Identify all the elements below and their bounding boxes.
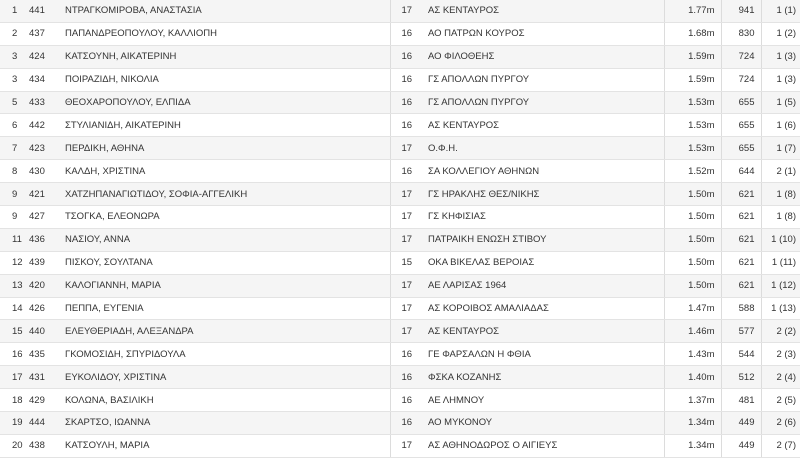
heat-place-cell: 2 (4)	[761, 366, 800, 389]
rank-cell: 2	[0, 22, 29, 45]
athlete-name-cell: ΠΕΠΠΑ, ΕΥΓΕΝΙΑ	[65, 297, 390, 320]
heat-place-cell: 1 (5)	[761, 91, 800, 114]
bib-cell: 430	[29, 160, 65, 183]
birth-year-cell: 16	[390, 91, 428, 114]
mark-cell: 1.50m	[664, 183, 721, 206]
bib-cell: 435	[29, 343, 65, 366]
table-row	[0, 320, 800, 343]
points-cell: 449	[721, 412, 761, 435]
table-row	[0, 366, 800, 389]
heat-place-cell: 2 (3)	[761, 343, 800, 366]
athlete-name-cell: ΚΑΤΣΟΥΝΗ, ΑΙΚΑΤΕΡΙΝΗ	[65, 45, 390, 68]
points-cell: 941	[721, 0, 761, 22]
athlete-name-cell: ΓΚΟΜΟΣΙΔΗ, ΣΠΥΡΙΔΟΥΛΑ	[65, 343, 390, 366]
birth-year-cell: 17	[390, 228, 428, 251]
table-row	[0, 68, 800, 91]
table-row	[0, 389, 800, 412]
bib-cell: 431	[29, 366, 65, 389]
points-cell: 724	[721, 45, 761, 68]
rank-cell: 5	[0, 91, 29, 114]
mark-cell: 1.50m	[664, 274, 721, 297]
club-cell: ΣΑ ΚΟΛΛΕΓΙΟΥ ΑΘΗΝΩΝ	[428, 160, 664, 183]
mark-cell: 1.52m	[664, 160, 721, 183]
mark-cell: 1.34m	[664, 434, 721, 457]
heat-place-cell: 1 (3)	[761, 45, 800, 68]
mark-cell: 1.68m	[664, 22, 721, 45]
mark-cell: 1.40m	[664, 366, 721, 389]
bib-cell: 423	[29, 137, 65, 160]
heat-place-cell: 1 (1)	[761, 0, 800, 22]
club-cell: ΑΣ ΑΘΗΝΟΔΩΡΟΣ Ο ΑΙΓΙΕΥΣ	[428, 434, 664, 457]
heat-place-cell: 2 (7)	[761, 434, 800, 457]
birth-year-cell: 16	[390, 412, 428, 435]
club-cell: ΦΣΚΑ ΚΟΖΑΝΗΣ	[428, 366, 664, 389]
rank-cell: 20	[0, 434, 29, 457]
rank-cell: 17	[0, 366, 29, 389]
birth-year-cell: 17	[390, 206, 428, 229]
table-row	[0, 91, 800, 114]
club-cell: ΓΣ ΑΠΟΛΛΩΝ ΠΥΡΓΟΥ	[428, 91, 664, 114]
rank-cell: 15	[0, 320, 29, 343]
mark-cell: 1.34m	[664, 412, 721, 435]
club-cell: ΓΣ ΗΡΑΚΛΗΣ ΘΕΣ/ΝΙΚΗΣ	[428, 183, 664, 206]
athlete-name-cell: ΠΕΡΔΙΚΗ, ΑΘΗΝΑ	[65, 137, 390, 160]
rank-cell: 9	[0, 183, 29, 206]
club-cell: ΑΣ ΚΕΝΤΑΥΡΟΣ	[428, 114, 664, 137]
heat-place-cell: 2 (5)	[761, 389, 800, 412]
athlete-name-cell: ΚΑΛΟΓΙΑΝΝΗ, ΜΑΡΙΑ	[65, 274, 390, 297]
rank-cell: 11	[0, 228, 29, 251]
birth-year-cell: 17	[390, 297, 428, 320]
mark-cell: 1.43m	[664, 343, 721, 366]
heat-place-cell: 2 (2)	[761, 320, 800, 343]
club-cell: ΓΣ ΚΗΦΙΣΙΑΣ	[428, 206, 664, 229]
birth-year-cell: 17	[390, 183, 428, 206]
club-cell: ΑΟ ΦΙΛΟΘΕΗΣ	[428, 45, 664, 68]
points-cell: 449	[721, 434, 761, 457]
rank-cell: 6	[0, 114, 29, 137]
table-row	[0, 114, 800, 137]
heat-place-cell: 2 (6)	[761, 412, 800, 435]
club-cell: ΓΣ ΑΠΟΛΛΩΝ ΠΥΡΓΟΥ	[428, 68, 664, 91]
club-cell: ΟΚΑ ΒΙΚΕΛΑΣ ΒΕΡΟΙΑΣ	[428, 251, 664, 274]
club-cell: ΠΑΤΡΑΙΚΗ ΕΝΩΣΗ ΣΤΙΒΟΥ	[428, 228, 664, 251]
mark-cell: 1.77m	[664, 0, 721, 22]
points-cell: 577	[721, 320, 761, 343]
mark-cell: 1.37m	[664, 389, 721, 412]
birth-year-cell: 17	[390, 0, 428, 22]
bib-cell: 439	[29, 251, 65, 274]
athlete-name-cell: ΕΛΕΥΘΕΡΙΑΔΗ, ΑΛΕΞΑΝΔΡΑ	[65, 320, 390, 343]
heat-place-cell: 1 (2)	[761, 22, 800, 45]
points-cell: 655	[721, 91, 761, 114]
athlete-name-cell: ΚΟΛΩΝΑ, ΒΑΣΙΛΙΚΗ	[65, 389, 390, 412]
heat-place-cell: 1 (3)	[761, 68, 800, 91]
table-row	[0, 274, 800, 297]
points-cell: 830	[721, 22, 761, 45]
points-cell: 481	[721, 389, 761, 412]
club-cell: ΑΕ ΛΗΜΝΟΥ	[428, 389, 664, 412]
athlete-name-cell: ΣΤΥΛΙΑΝΙΔΗ, ΑΙΚΑΤΕΡΙΝΗ	[65, 114, 390, 137]
table-row	[0, 412, 800, 435]
birth-year-cell: 16	[390, 114, 428, 137]
mark-cell: 1.47m	[664, 297, 721, 320]
birth-year-cell: 16	[390, 160, 428, 183]
athlete-name-cell: ΤΣΟΓΚΑ, ΕΛΕΟΝΩΡΑ	[65, 206, 390, 229]
mark-cell: 1.59m	[664, 45, 721, 68]
points-cell: 724	[721, 68, 761, 91]
birth-year-cell: 17	[390, 434, 428, 457]
bib-cell: 420	[29, 274, 65, 297]
rank-cell: 14	[0, 297, 29, 320]
club-cell: ΓΕ ΦΑΡΣΑΛΩΝ Η ΦΘΙΑ	[428, 343, 664, 366]
athlete-name-cell: ΠΙΣΚΟΥ, ΣΟΥΛΤΑΝΑ	[65, 251, 390, 274]
club-cell: ΑΟ ΜΥΚΟΝΟΥ	[428, 412, 664, 435]
athlete-name-cell: ΠΑΠΑΝΔΡΕΟΠΟΥΛΟΥ, ΚΑΛΛΙΟΠΗ	[65, 22, 390, 45]
bib-cell: 427	[29, 206, 65, 229]
table-row	[0, 183, 800, 206]
bib-cell: 424	[29, 45, 65, 68]
birth-year-cell: 16	[390, 343, 428, 366]
rank-cell: 18	[0, 389, 29, 412]
birth-year-cell: 16	[390, 389, 428, 412]
bib-cell: 442	[29, 114, 65, 137]
points-cell: 544	[721, 343, 761, 366]
athlete-name-cell: ΚΑΛΔΗ, ΧΡΙΣΤΙΝΑ	[65, 160, 390, 183]
table-row	[0, 297, 800, 320]
birth-year-cell: 17	[390, 320, 428, 343]
bib-cell: 434	[29, 68, 65, 91]
mark-cell: 1.53m	[664, 91, 721, 114]
athlete-name-cell: ΝΑΣΙΟΥ, ΑΝΝΑ	[65, 228, 390, 251]
points-cell: 621	[721, 206, 761, 229]
points-cell: 621	[721, 228, 761, 251]
rank-cell: 12	[0, 251, 29, 274]
athlete-name-cell: ΘΕΟΧΑΡΟΠΟΥΛΟΥ, ΕΛΠΙΔΑ	[65, 91, 390, 114]
birth-year-cell: 16	[390, 22, 428, 45]
birth-year-cell: 16	[390, 68, 428, 91]
birth-year-cell: 16	[390, 366, 428, 389]
heat-place-cell: 1 (13)	[761, 297, 800, 320]
birth-year-cell: 17	[390, 137, 428, 160]
club-cell: ΑΕ ΛΑΡΙΣΑΣ 1964	[428, 274, 664, 297]
rank-cell: 8	[0, 160, 29, 183]
athlete-name-cell: ΚΑΤΣΟΥΛΗ, ΜΑΡΙΑ	[65, 434, 390, 457]
bib-cell: 429	[29, 389, 65, 412]
heat-place-cell: 1 (7)	[761, 137, 800, 160]
heat-place-cell: 1 (6)	[761, 114, 800, 137]
table-row	[0, 251, 800, 274]
table-row	[0, 160, 800, 183]
mark-cell: 1.59m	[664, 68, 721, 91]
athlete-name-cell: ΝΤΡΑΓΚΟΜΙΡΟΒΑ, ΑΝΑΣΤΑΣΙΑ	[65, 0, 390, 22]
mark-cell: 1.50m	[664, 251, 721, 274]
birth-year-cell: 15	[390, 251, 428, 274]
table-row	[0, 228, 800, 251]
points-cell: 655	[721, 114, 761, 137]
club-cell: ΑΣ ΚΟΡΟΙΒΟΣ ΑΜΑΛΙΑΔΑΣ	[428, 297, 664, 320]
points-cell: 655	[721, 137, 761, 160]
table-row	[0, 45, 800, 68]
rank-cell: 7	[0, 137, 29, 160]
club-cell: ΑΟ ΠΑΤΡΩΝ ΚΟΥΡΟΣ	[428, 22, 664, 45]
points-cell: 621	[721, 274, 761, 297]
rank-cell: 3	[0, 68, 29, 91]
mark-cell: 1.50m	[664, 228, 721, 251]
table-row	[0, 206, 800, 229]
table-row	[0, 0, 800, 22]
rank-cell: 3	[0, 45, 29, 68]
rank-cell: 1	[0, 0, 29, 22]
rank-cell: 16	[0, 343, 29, 366]
heat-place-cell: 2 (1)	[761, 160, 800, 183]
points-cell: 512	[721, 366, 761, 389]
heat-place-cell: 1 (8)	[761, 183, 800, 206]
table-row	[0, 137, 800, 160]
mark-cell: 1.50m	[664, 206, 721, 229]
bib-cell: 433	[29, 91, 65, 114]
points-cell: 621	[721, 251, 761, 274]
club-cell: ΑΣ ΚΕΝΤΑΥΡΟΣ	[428, 0, 664, 22]
heat-place-cell: 1 (8)	[761, 206, 800, 229]
heat-place-cell: 1 (11)	[761, 251, 800, 274]
bib-cell: 421	[29, 183, 65, 206]
mark-cell: 1.46m	[664, 320, 721, 343]
points-cell: 644	[721, 160, 761, 183]
rank-cell: 19	[0, 412, 29, 435]
bib-cell: 441	[29, 0, 65, 22]
athlete-name-cell: ΠΟΙΡΑΖΙΔΗ, ΝΙΚΟΛΙΑ	[65, 68, 390, 91]
mark-cell: 1.53m	[664, 114, 721, 137]
rank-cell: 13	[0, 274, 29, 297]
bib-cell: 440	[29, 320, 65, 343]
mark-cell: 1.53m	[664, 137, 721, 160]
table-row	[0, 22, 800, 45]
birth-year-cell: 17	[390, 274, 428, 297]
bib-cell: 438	[29, 434, 65, 457]
bib-cell: 444	[29, 412, 65, 435]
table-row	[0, 343, 800, 366]
club-cell: ΑΣ ΚΕΝΤΑΥΡΟΣ	[428, 320, 664, 343]
points-cell: 588	[721, 297, 761, 320]
bib-cell: 437	[29, 22, 65, 45]
club-cell: Ο.Φ.Η.	[428, 137, 664, 160]
heat-place-cell: 1 (10)	[761, 228, 800, 251]
athlete-name-cell: ΣΚΑΡΤΣΟ, ΙΩΑΝΝΑ	[65, 412, 390, 435]
rank-cell: 9	[0, 206, 29, 229]
bib-cell: 426	[29, 297, 65, 320]
points-cell: 621	[721, 183, 761, 206]
heat-place-cell: 1 (12)	[761, 274, 800, 297]
bib-cell: 436	[29, 228, 65, 251]
birth-year-cell: 16	[390, 45, 428, 68]
athlete-name-cell: ΧΑΤΖΗΠΑΝΑΓΙΩΤΙΔΟΥ, ΣΟΦΙΑ-ΑΓΓΕΛΙΚΗ	[65, 183, 390, 206]
athlete-name-cell: ΕΥΚΟΛΙΔΟΥ, ΧΡΙΣΤΙΝΑ	[65, 366, 390, 389]
